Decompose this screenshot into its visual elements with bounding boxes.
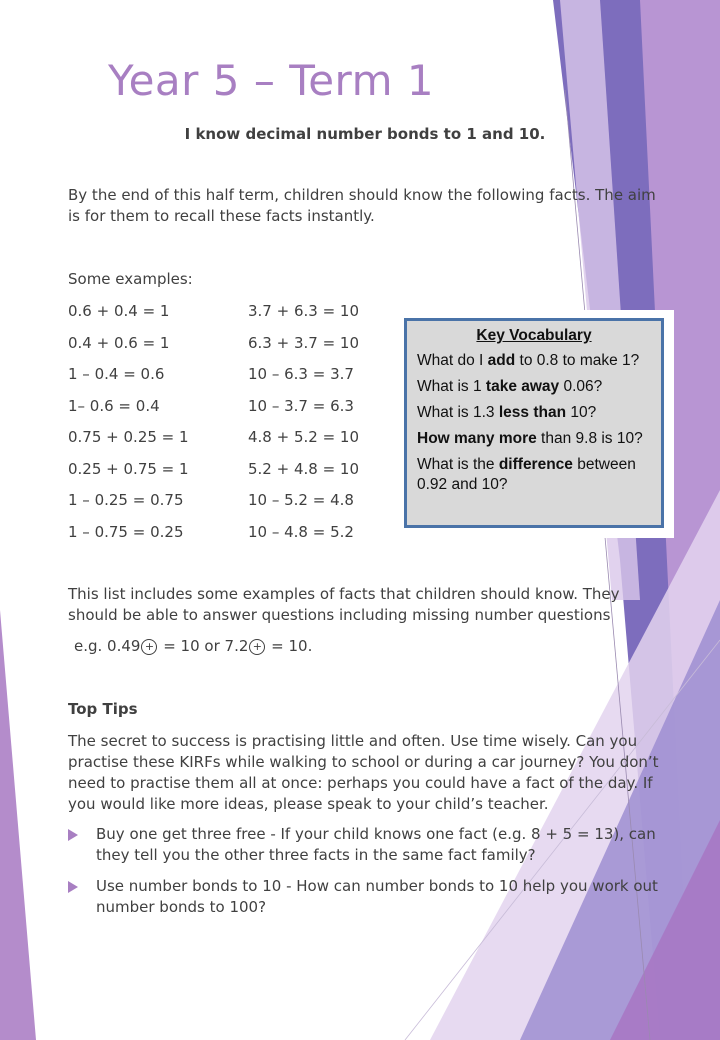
vocab-title: Key Vocabulary (476, 327, 592, 344)
example-fact: 10 – 6.3 = 3.7 (248, 365, 354, 383)
example-fact: 6.3 + 3.7 = 10 (248, 333, 360, 352)
example-fact: 0.25 + 0.75 = 1 (68, 459, 189, 478)
vocab-question: What is the difference between 0.92 and 10? (417, 456, 636, 493)
triangle-bullet-icon (68, 881, 78, 893)
example-fact: 1 – 0.25 = 0.75 (68, 491, 184, 509)
list-item: Use number bonds to 10 - How can number bonds to 10 help you work out number bonds to 100? (68, 876, 668, 918)
vocab-question: What is 1 take away 0.06? (417, 378, 603, 395)
intro-paragraph: By the end of this half term, children should know the following facts. The aim is for them to recall these facts instantly. (68, 186, 656, 225)
example-fact: 3.7 + 6.3 = 10 (248, 302, 360, 320)
page-subtitle: I know decimal number bonds to 1 and 10. (184, 125, 546, 143)
vocab-question: What is 1.3 less than 10? (417, 404, 597, 421)
example-fact: 4.8 + 5.2 = 10 (248, 428, 360, 446)
tips-bullet-list (68, 824, 668, 928)
vocab-question: How many more than 9.8 is 10? (417, 430, 643, 447)
example-fact: 1 – 0.75 = 0.25 (68, 522, 184, 541)
examples-right-column (248, 301, 359, 553)
missing-number-circle-icon: + (249, 639, 265, 655)
vocab-question: What do I add to 0.8 to make 1? (417, 352, 640, 369)
example-fact: 0.6 + 0.4 = 1 (68, 302, 170, 320)
example-fact: 1 – 0.4 = 0.6 (68, 365, 165, 383)
example-fact: 5.2 + 4.8 = 10 (248, 459, 360, 478)
key-vocabulary-panel (398, 310, 674, 538)
example-fact: 0.75 + 0.25 = 1 (68, 428, 189, 446)
example-fact: 10 – 4.8 = 5.2 (248, 522, 354, 541)
top-tips-heading: Top Tips (68, 700, 138, 718)
top-tips-paragraph: The secret to success is practising little and often. Use time wisely. Can you practise these KIRFs while walking to school or during a car journey? You don’t need to practise them all at once: perhaps you could have a fact of the day. If you would like more ideas, please speak to your child’s teacher. (68, 732, 659, 813)
examples-left-column (68, 301, 189, 553)
list-note-paragraph: This list includes some examples of facts that children should know. They should be able to answer questions including missing number questions (68, 585, 620, 624)
missing-number-example: e.g. 0.49 + = 10 or 7.2 + = 10. (74, 637, 313, 655)
example-fact: 1– 0.6 = 0.4 (68, 396, 160, 415)
key-vocabulary-box (404, 318, 664, 528)
list-item: Buy one get three free - If your child knows one fact (e.g. 8 + 5 = 13), can they tell you the other three facts in the same fact family? (68, 824, 668, 866)
example-fact: 10 – 5.2 = 4.8 (248, 491, 354, 509)
triangle-bullet-icon (68, 829, 78, 841)
example-fact: 10 – 3.7 = 6.3 (248, 396, 354, 415)
page-title: Year 5 – Term 1 (108, 56, 435, 105)
examples-label: Some examples: (68, 270, 193, 288)
missing-number-circle-icon: + (141, 639, 157, 655)
example-fact: 0.4 + 0.6 = 1 (68, 333, 170, 352)
